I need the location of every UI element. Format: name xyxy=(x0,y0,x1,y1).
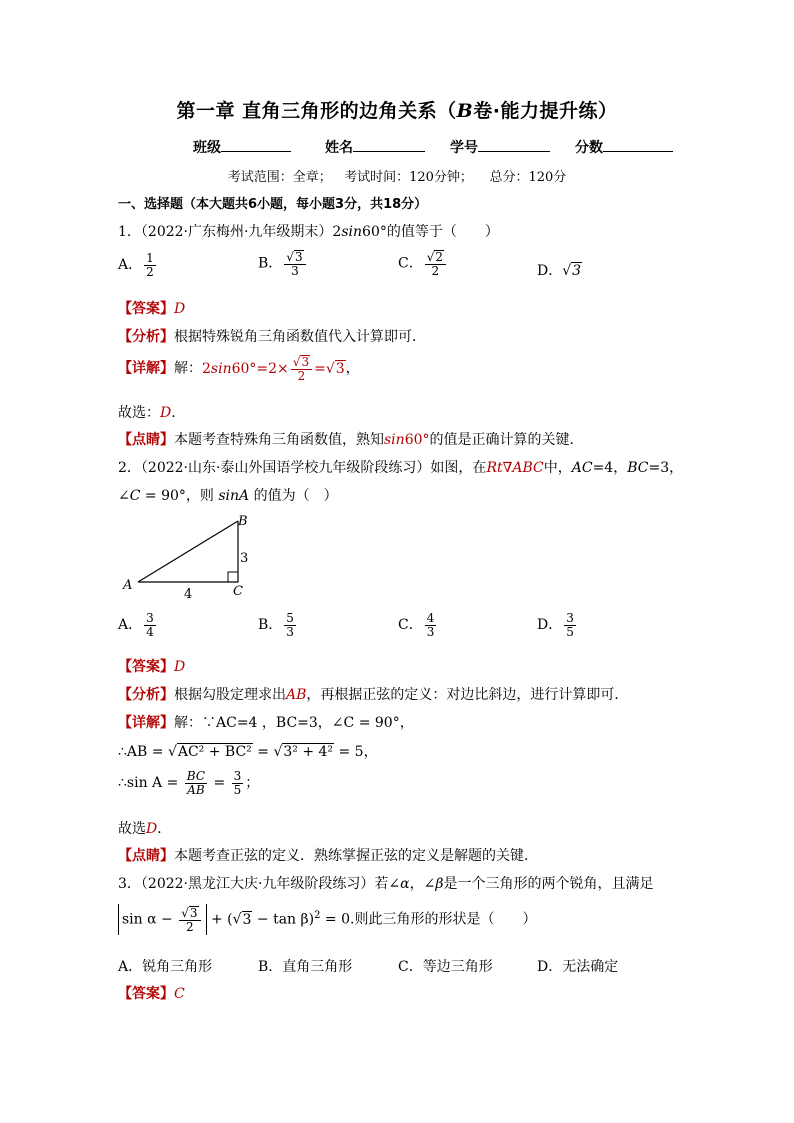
q2-analysis: 【分析】根据勾股定理求出AB，再根据正弦的定义：对边比斜边，进行计算即可． xyxy=(118,687,629,703)
side-ac-label: 4 xyxy=(184,587,193,600)
q1-choose: 故选：D． xyxy=(118,405,186,421)
side-bc-label: 3 xyxy=(240,551,249,566)
q1-option-b[interactable]: B． $\frac{√3}{3}$ xyxy=(258,250,308,277)
q1-option-c[interactable]: C． $\frac{√2}{2}$ xyxy=(398,250,448,277)
q2-option-a[interactable]: A． $\frac{3}{4}$ xyxy=(118,611,154,639)
q3-option-b[interactable]: B．直角三角形 xyxy=(258,959,353,975)
page-title: 第一章 直角三角形的边角关系（B卷·能力提升练） xyxy=(176,100,618,122)
q3-option-c[interactable]: C．等边三角形 xyxy=(398,959,493,975)
q1-detail: 【详解】解：2sin60°=2× $\frac{√3}{2}$ =√3， xyxy=(118,355,360,383)
q1-answer: 【答案】D xyxy=(118,301,186,317)
question-3-stem-line1: 3．（2022·黑龙江大庆·九年级阶段练习）若∠α，∠β是一个三角形的两个锐角，且满足 xyxy=(118,876,654,892)
vertex-c-label: C xyxy=(233,584,243,599)
q3-option-a[interactable]: A．锐角三角形 xyxy=(118,959,213,975)
question-1-stem: 1．（2022·广东梅州·九年级期末）2sin60°的值等于（ ） xyxy=(118,224,499,240)
q2-choose: 故选D． xyxy=(118,821,172,837)
exam-meta: 考试范围：全章； 考试时间：120分钟； 总分：120分 xyxy=(227,170,567,185)
q2-answer: 【答案】D xyxy=(118,659,186,675)
q2-option-d[interactable]: D． $\frac{3}{5}$ xyxy=(537,611,574,639)
vertex-a-label: A xyxy=(123,578,133,593)
q1-comment: 【点睛】本题考查特殊角三角函数值，熟知sin60°的值是正确计算的关键． xyxy=(118,432,584,448)
q1-analysis: 【分析】根据特殊锐角三角函数值代入计算即可． xyxy=(118,329,426,345)
question-3-equation: sin α − $\frac{√3}{2}$ + $(√3 - \tan \beta)^2 = 0$.则此三角形的形状是（ ） xyxy=(118,904,536,935)
vertex-b-label: B xyxy=(238,514,248,529)
question-2-stem-line2: ∠C = 90°，则 sinA 的值为（ ） xyxy=(118,488,338,504)
q1-option-a[interactable]: A． $\frac{1}{2}$ xyxy=(118,251,154,279)
class-field[interactable]: 班级 xyxy=(193,137,291,157)
section-heading: 一、选择题（本大题共6小题，每小题3分，共18分） xyxy=(118,197,428,212)
question-2-stem-line1: 2．（2022·山东·泰山外国语学校九年级阶段练习）如图，在Rt∇ABC中，AC=4，BC=3， xyxy=(118,460,684,476)
q2-comment: 【点睛】本题考查正弦的定义．熟练掌握正弦的定义是解题的关键． xyxy=(118,848,538,864)
q2-detail-line3: ∴sin A = $\frac{BC}{AB}$ = $\frac{3}{5}$ ； xyxy=(118,769,260,797)
q3-option-d[interactable]: D．无法确定 xyxy=(537,959,619,975)
q2-option-b[interactable]: B． $\frac{5}{3}$ xyxy=(258,611,294,639)
name-field[interactable]: 姓名 xyxy=(325,137,425,157)
q2-detail-line1: 【详解】解：∵AC=4 ，BC=3，∠C = 90°， xyxy=(118,715,414,731)
q2-option-c[interactable]: C． $\frac{4}{3}$ xyxy=(398,611,435,639)
student-id-field[interactable]: 学号 xyxy=(450,137,550,157)
q3-answer: 【答案】C xyxy=(118,986,185,1002)
q2-detail-line2: ∴AB = √AC² + BC² = √3² + 4² = 5， xyxy=(118,744,378,760)
side-ab xyxy=(138,521,238,582)
score-field[interactable]: 分数 xyxy=(575,137,673,157)
right-triangle-figure xyxy=(118,508,268,600)
right-angle-mark xyxy=(228,572,238,582)
q1-option-d[interactable]: D．√3 xyxy=(537,263,582,279)
